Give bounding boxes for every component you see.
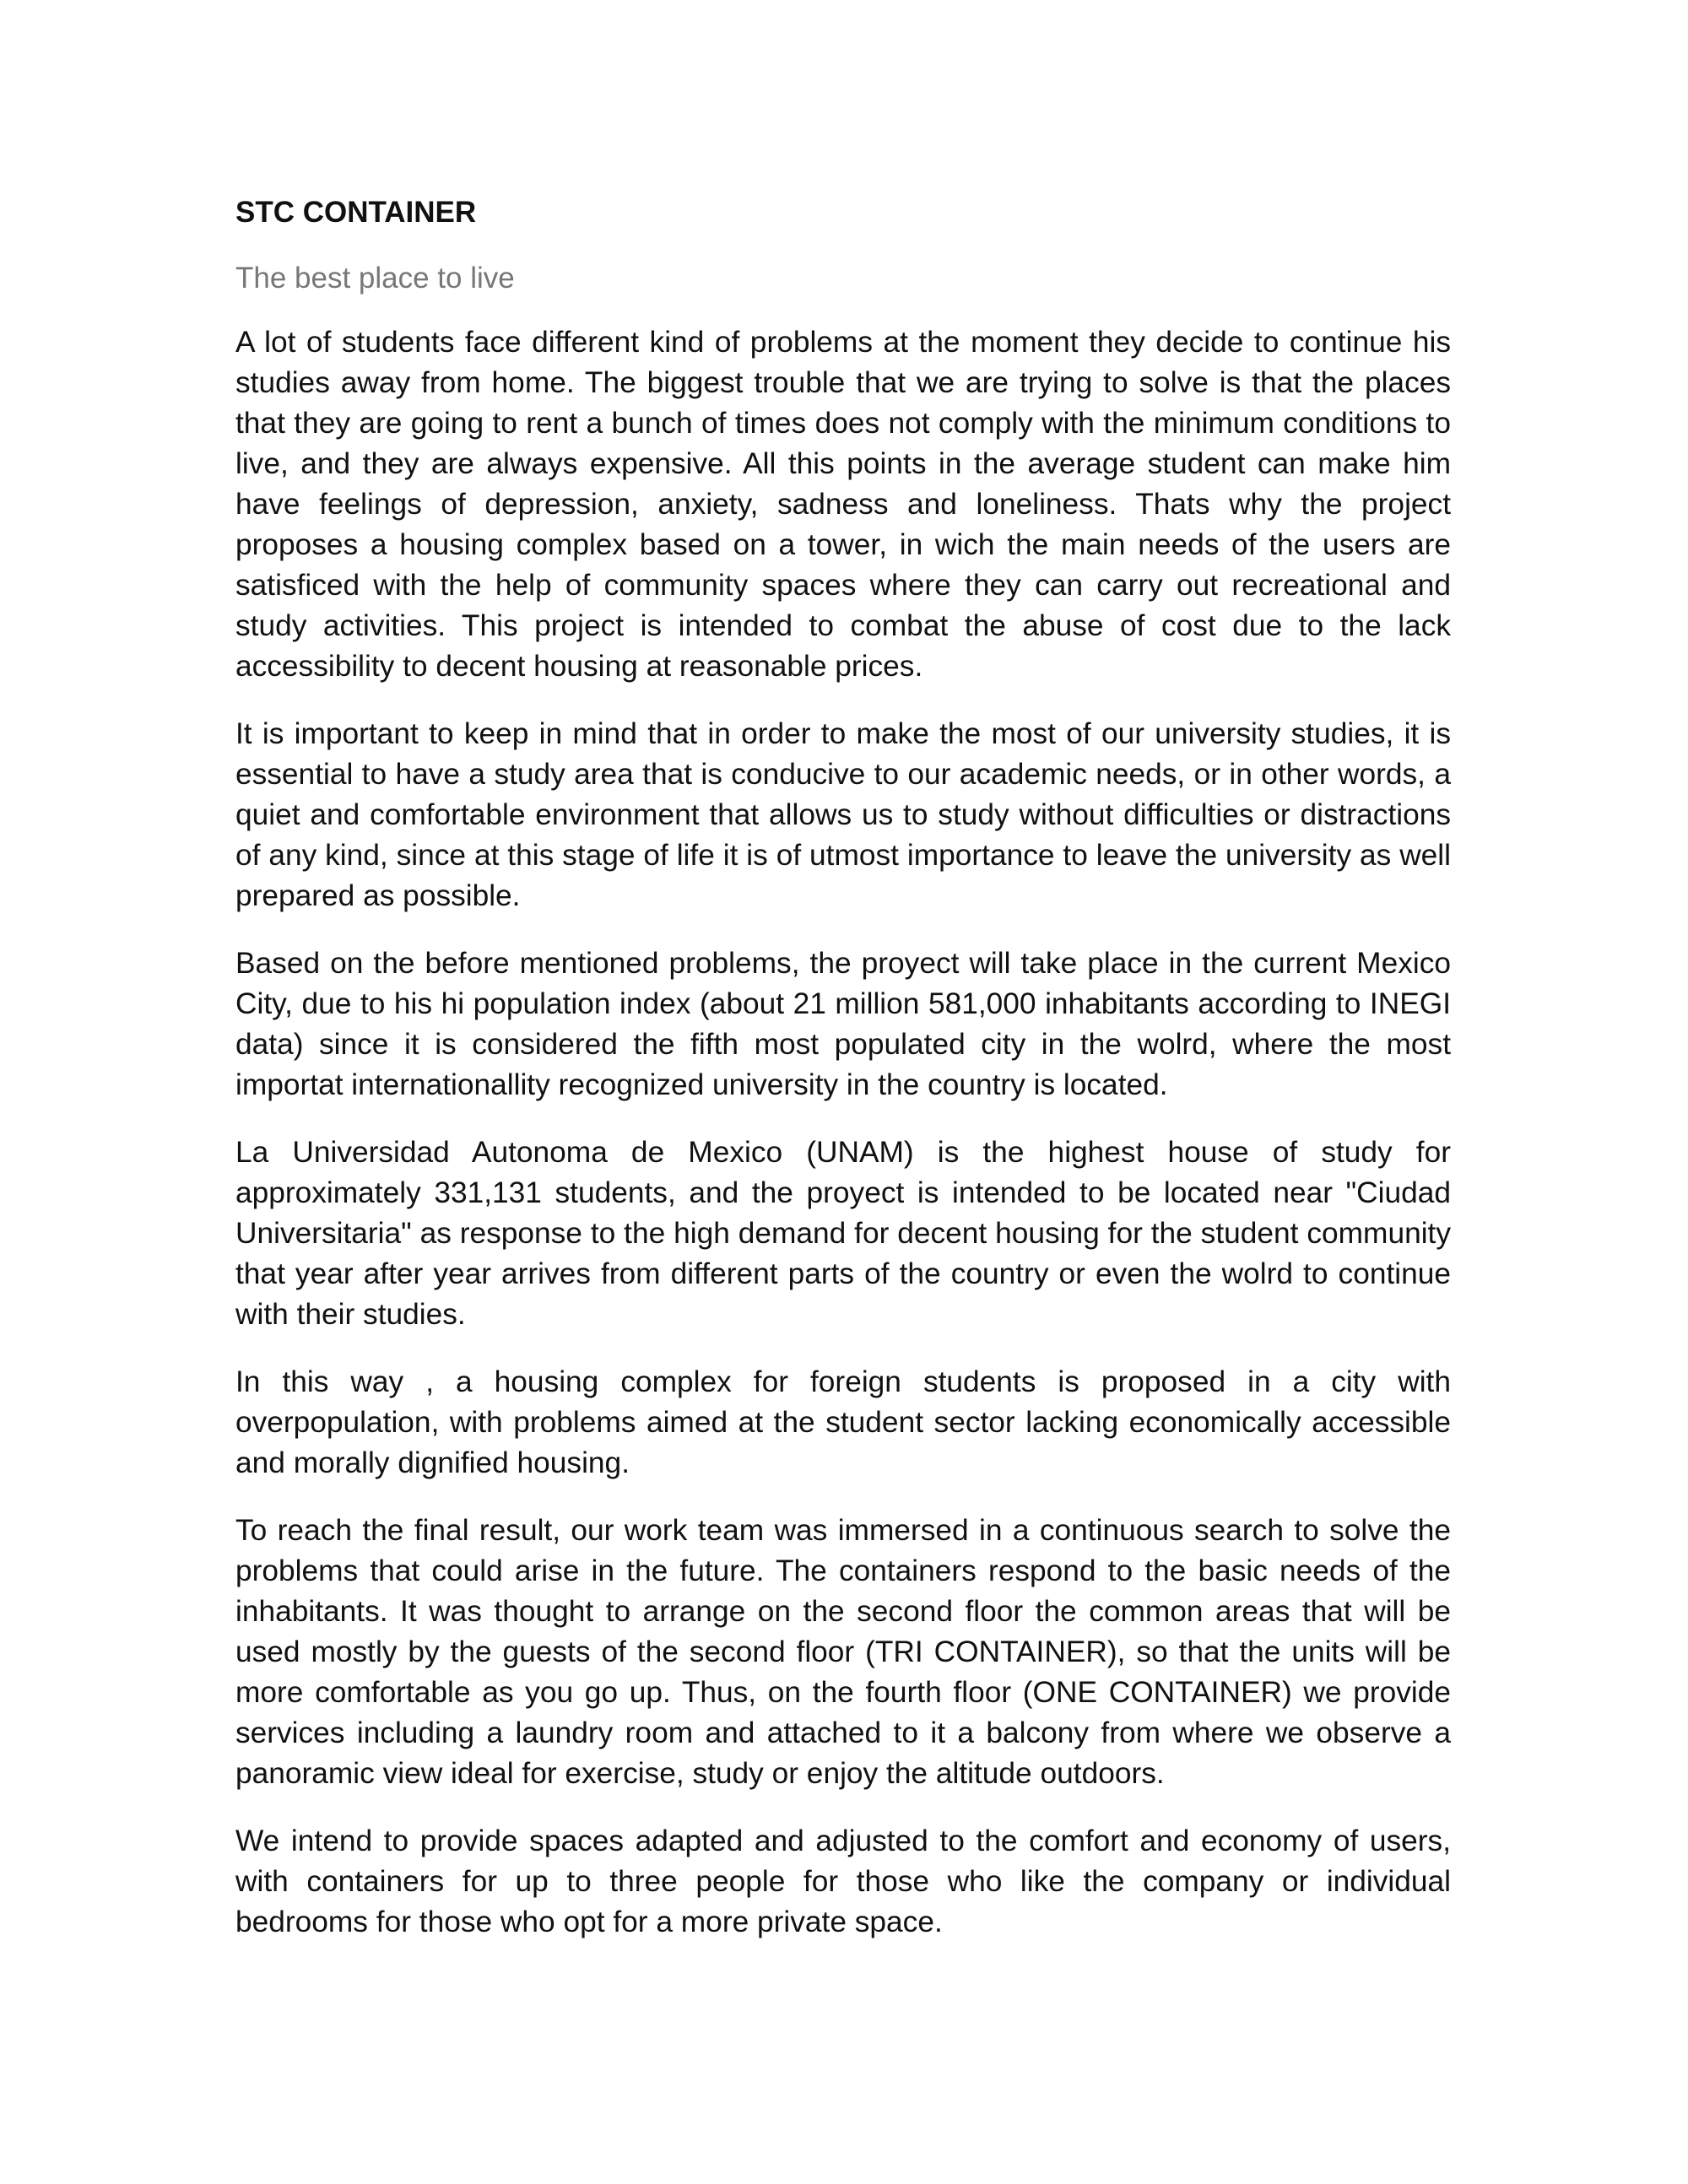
paragraph-unam: La Universidad Autonoma de Mexico (UNAM) is the highest house of study for approximately 331,131 students, and the proyect is intended to be located near "Ciudad Universitaria" as response to the high demand for decent housing for the student community that year after year arrives from different parts of the country or even the wolrd to continue with their studies. bbox=[235, 1136, 1451, 1331]
paragraph-final-result: To reach the final result, our work team was immersed in a continuous search to solve the problems that could arise in the future. The containers respond to the basic needs of the inhabitants. It was thought to arrange on the second floor the common areas that will be used mostly by the guests of the second floor (TRI CONTAINER), so that the units will be more comfortable as you go up. Thus, on the fourth floor (ONE CONTAINER) we provide services including a laundry room and attached to it a balcony from where we observe a panoramic view ideal for exercise, study or enjoy the altitude outdoors. bbox=[235, 1514, 1451, 1790]
paragraph-proposal: In this way , a housing complex for foreign students is proposed in a city with overpopulation, with problems aimed at the student sector lacking economically accessible and morally dignified housing. bbox=[235, 1365, 1451, 1479]
paragraph-intro: A lot of students face different kind of problems at the moment they decide to continue his studies away from home. The biggest trouble that we are trying to solve is that the places that they are going to rent a bunch of times does not comply with the minimum conditions to live, and they are always expensive. All this points in the average student can make him have feelings of depression, anxiety, sadness and loneliness. Thats why the project proposes a housing complex based on a tower, in wich the main needs of the users are satisficed with the help of community spaces where they can carry out recreational and study activities. This project is intended to combat the abuse of cost due to the lack accessibility to decent housing at reasonable prices. bbox=[235, 326, 1451, 683]
paragraph-study-area: It is important to keep in mind that in order to make the most of our university studies, it is essential to have a study area that is conducive to our academic needs, or in other words, a quiet and comfortable environment that allows us to study without difficulties or distractions of any kind, since at this stage of life it is of utmost importance to leave the university as well prepared as possible. bbox=[235, 717, 1451, 912]
document-subtitle: The best place to live bbox=[235, 262, 515, 295]
document-title: STC CONTAINER bbox=[235, 196, 477, 229]
paragraph-location: Based on the before mentioned problems, the proyect will take place in the current Mexico City, due to his hi population index (about 21 million 581,000 inhabitants according to INEGI data) since it is considered the fifth most populated city in the wolrd, where the most importat internationallity recognized university in the country is located. bbox=[235, 947, 1451, 1101]
paragraph-spaces: We intend to provide spaces adapted and adjusted to the comfort and economy of users, with containers for up to three people for those who like the company or individual bedrooms for those who opt for a more private space. bbox=[235, 1825, 1451, 1938]
document-body bbox=[235, 192, 1451, 1970]
